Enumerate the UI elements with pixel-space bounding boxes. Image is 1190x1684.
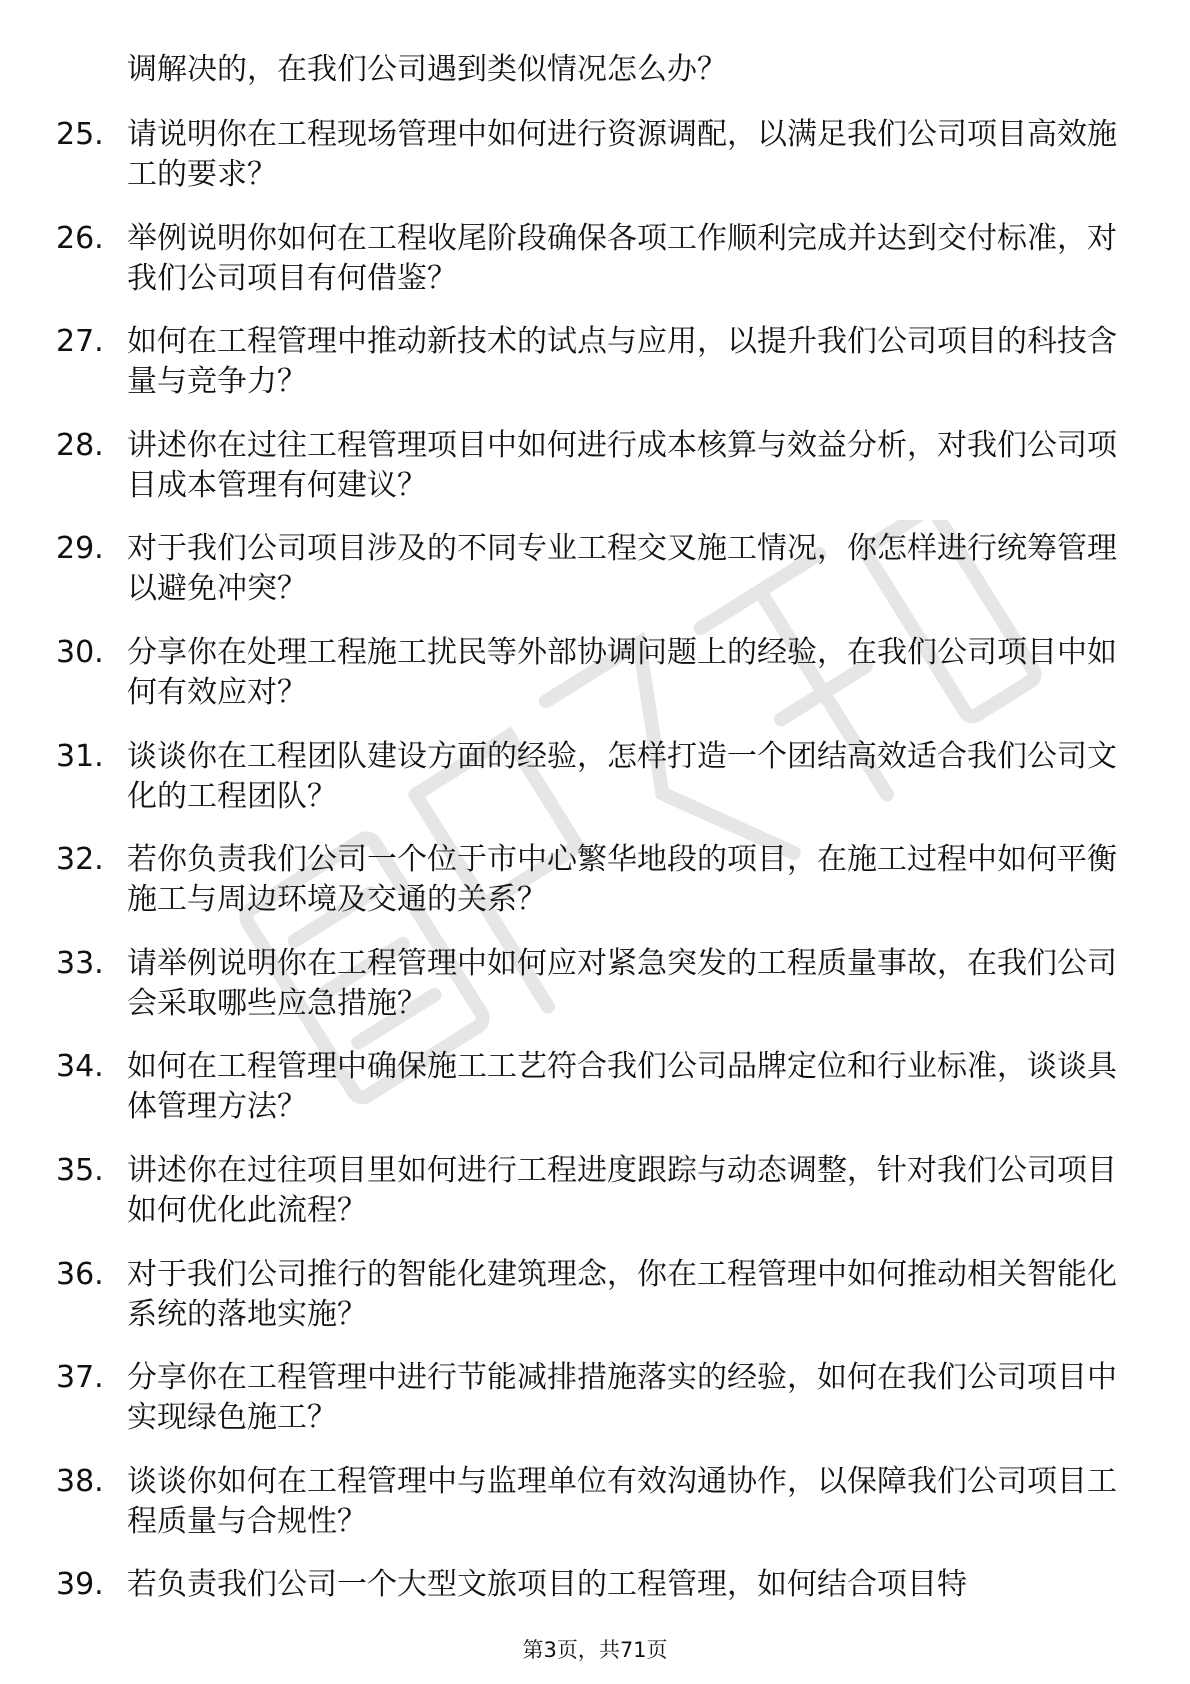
question-text: 分享你在工程管理中进行节能减排措施落实的经验，如何在我们公司项目中实现绿色施工？ [127,1360,1117,1436]
question-number: 34. [56,1049,104,1085]
question-number: 32. [56,842,104,878]
list-item [0,633,1190,737]
page-footer: 第3页，共71页 [522,1638,668,1662]
list-item [0,1047,1190,1151]
question-number: 29. [56,531,104,567]
question-number: 31. [56,738,104,774]
question-number: 33. [56,945,104,981]
question-text: 如何在工程管理中推动新技术的试点与应用，以提升我们公司项目的科技含量与竞争力？ [127,324,1117,400]
question-number: 30. [56,634,104,670]
question-text: 若你负责我们公司一个位于市中心繁华地段的项目，在施工过程中如何平衡施工与周边环境及交通的关系？ [127,842,1117,918]
list-item [0,219,1190,323]
list-item [0,1151,1190,1255]
list-item [0,1358,1190,1462]
question-number: 39. [56,1567,104,1603]
question-number: 37. [56,1360,104,1396]
list-item [0,840,1190,944]
question-text: 谈谈你在工程团队建设方面的经验，怎样打造一个团结高效适合我们公司文化的工程团队？ [127,738,1117,814]
question-text: 对于我们公司项目涉及的不同专业工程交叉施工情况，你怎样进行统筹管理以避免冲突？ [127,531,1117,607]
question-number: 27. [56,324,104,360]
question-text: 对于我们公司推行的智能化建筑理念，你在工程管理中如何推动相关智能化系统的落地实施？ [127,1256,1117,1332]
question-number: 38. [56,1463,104,1499]
question-text: 谈谈你如何在工程管理中与监理单位有效沟通协作，以保障我们公司项目工程质量与合规性？ [127,1463,1117,1539]
list-item [0,1255,1190,1359]
question-number: 25. [56,117,104,152]
question-text: 举例说明你如何在工程收尾阶段确保各项工作顺利完成并达到交付标准，对我们公司项目有何借鉴？ [127,220,1117,296]
question-text: 若负责我们公司一个大型文旅项目的工程管理，如何结合项目特 [127,1567,967,1603]
list-item [0,1462,1190,1566]
question-number: 26. [56,220,104,256]
question-text: 分享你在处理工程施工扰民等外部协调问题上的经验，在我们公司项目中如何有效应对？ [127,634,1117,710]
question-number: 28. [56,427,104,463]
question-text: 请说明你在工程现场管理中如何进行资源调配，以满足我们公司项目高效施工的要求？ [127,117,1117,192]
question-text: 请举例说明你在工程管理中如何应对紧急突发的工程质量事故，在我们公司会采取哪些应急措施？ [127,945,1117,1021]
question-text: 讲述你在过往工程管理项目中如何进行成本核算与效益分析，对我们公司项目成本管理有何建议？ [127,427,1117,503]
list-item [0,322,1190,426]
question-number: 35. [56,1152,104,1188]
question-text: 讲述你在过往项目里如何进行工程进度跟踪与动态调整，针对我们公司项目如何优化此流程？ [127,1152,1117,1228]
list-item [0,529,1190,633]
question-text: 如何在工程管理中确保施工工艺符合我们公司品牌定位和行业标准，谈谈具体管理方法？ [127,1049,1117,1125]
list-item [0,737,1190,841]
question-list [0,115,1190,1669]
list-item [0,426,1190,530]
question-number: 36. [56,1256,104,1292]
continued-question-text: 调解决的，在我们公司遇到类似情况怎么办？ [127,52,727,87]
list-item [0,944,1190,1048]
list-item [0,115,1190,219]
